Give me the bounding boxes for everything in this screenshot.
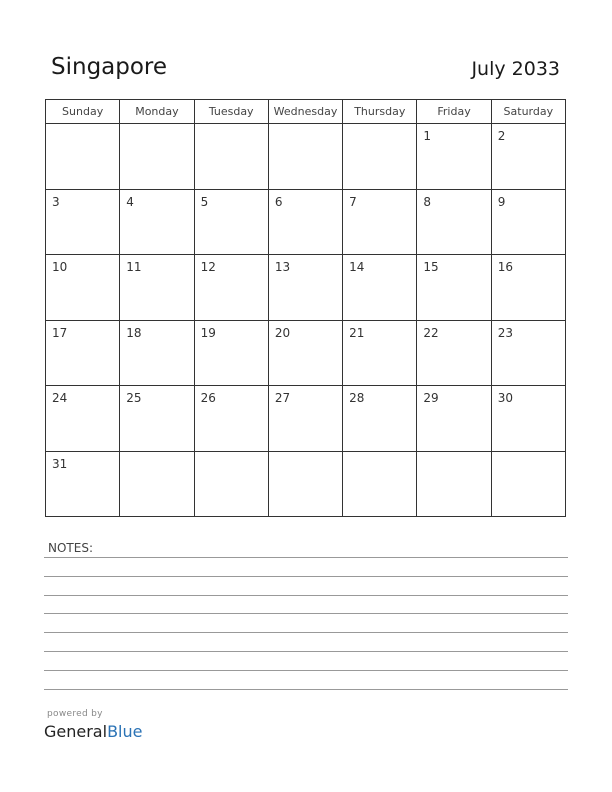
day-cell xyxy=(120,320,194,386)
day-number: 24 xyxy=(52,391,68,405)
notes-line xyxy=(44,670,568,671)
day-cell xyxy=(120,189,194,255)
day-number xyxy=(343,452,416,457)
powered-by-text: powered by xyxy=(47,709,103,719)
day-number: 8 xyxy=(423,194,432,209)
day-number: 31 xyxy=(52,456,68,471)
day-number xyxy=(195,124,268,129)
day-cell xyxy=(417,451,491,517)
brand-blue: Blue xyxy=(107,722,143,741)
day-number: 9 xyxy=(497,194,506,209)
day-number: 29 xyxy=(423,391,439,405)
day-number: 11 xyxy=(126,260,142,274)
weekday-header: Thursday xyxy=(343,100,417,124)
calendar-location-title: Singapore xyxy=(51,54,168,80)
day-number: 12 xyxy=(200,260,216,274)
day-number: 4 xyxy=(126,194,134,209)
day-cell xyxy=(46,386,120,452)
day-cell xyxy=(343,124,417,190)
day-number: 7 xyxy=(349,194,357,209)
day-number xyxy=(269,452,342,457)
day-cell xyxy=(491,320,565,386)
day-number: 19 xyxy=(200,325,216,340)
day-number: 20 xyxy=(274,325,291,340)
week-row xyxy=(46,386,566,452)
day-number: 3 xyxy=(52,194,60,209)
week-row xyxy=(46,189,566,255)
day-cell xyxy=(417,386,491,452)
day-number xyxy=(269,124,342,129)
notes-label: NOTES: xyxy=(48,541,93,555)
day-number: 25 xyxy=(126,391,142,405)
day-cell xyxy=(417,189,491,255)
calendar-grid xyxy=(45,99,566,517)
day-number xyxy=(343,124,416,129)
day-cell xyxy=(268,255,342,321)
day-cell xyxy=(120,451,194,517)
day-cell xyxy=(46,255,120,321)
day-cell xyxy=(46,189,120,255)
day-cell xyxy=(194,386,268,452)
day-cell xyxy=(268,124,342,190)
weekday-header: Saturday xyxy=(491,100,565,124)
day-cell xyxy=(194,255,268,321)
day-number: 30 xyxy=(497,391,513,405)
weekday-header: Tuesday xyxy=(194,100,268,124)
day-cell xyxy=(194,189,268,255)
week-row xyxy=(46,320,566,386)
week-row xyxy=(46,124,566,190)
day-cell xyxy=(120,124,194,190)
day-number: 13 xyxy=(274,260,291,274)
day-cell xyxy=(343,386,417,452)
weekday-header-row xyxy=(46,100,566,124)
day-number: 6 xyxy=(274,194,283,209)
day-number: 14 xyxy=(349,260,365,274)
day-cell xyxy=(194,451,268,517)
day-cell xyxy=(194,320,268,386)
notes-line xyxy=(44,595,568,596)
week-row xyxy=(46,255,566,321)
brand-general: General xyxy=(44,722,108,741)
day-cell xyxy=(268,320,342,386)
notes-line xyxy=(44,576,568,577)
day-number: 27 xyxy=(274,391,291,405)
weekday-header: Friday xyxy=(417,100,491,124)
day-number xyxy=(46,124,119,129)
notes-line xyxy=(44,651,568,652)
day-cell xyxy=(268,189,342,255)
day-number xyxy=(417,452,490,457)
day-cell xyxy=(491,255,565,321)
brand-logo xyxy=(44,722,142,741)
weekday-header: Sunday xyxy=(46,100,120,124)
notes-line xyxy=(44,613,568,614)
day-number: 1 xyxy=(423,129,432,143)
day-number: 22 xyxy=(423,325,439,340)
day-cell xyxy=(491,189,565,255)
day-number: 17 xyxy=(52,325,68,340)
notes-line xyxy=(44,689,568,690)
day-number: 2 xyxy=(497,129,506,143)
day-cell xyxy=(46,451,120,517)
day-number: 16 xyxy=(497,260,513,274)
day-number: 15 xyxy=(423,260,439,274)
notes-line xyxy=(44,557,568,558)
day-cell xyxy=(343,255,417,321)
day-number xyxy=(120,452,193,457)
day-cell xyxy=(417,124,491,190)
day-number: 10 xyxy=(52,260,68,274)
day-cell xyxy=(417,255,491,321)
day-number: 18 xyxy=(126,325,142,340)
day-number: 23 xyxy=(497,325,513,340)
day-cell xyxy=(343,320,417,386)
day-cell xyxy=(491,124,565,190)
notes-line xyxy=(44,632,568,633)
day-cell xyxy=(46,320,120,386)
day-number xyxy=(195,452,268,457)
day-number xyxy=(492,452,565,457)
day-cell xyxy=(120,255,194,321)
day-cell xyxy=(491,451,565,517)
calendar-month-year: July 2033 xyxy=(471,58,560,80)
weekday-header: Monday xyxy=(120,100,194,124)
day-number: 26 xyxy=(200,391,216,405)
day-cell xyxy=(343,189,417,255)
week-row xyxy=(46,451,566,517)
day-cell xyxy=(194,124,268,190)
day-cell xyxy=(46,124,120,190)
day-number: 5 xyxy=(200,194,209,209)
day-cell xyxy=(417,320,491,386)
day-cell xyxy=(268,451,342,517)
day-number xyxy=(120,124,193,129)
day-number: 21 xyxy=(349,325,365,340)
weekday-header: Wednesday xyxy=(268,100,342,124)
day-number: 28 xyxy=(349,391,365,405)
day-cell xyxy=(343,451,417,517)
day-cell xyxy=(268,386,342,452)
day-cell xyxy=(120,386,194,452)
day-cell xyxy=(491,386,565,452)
